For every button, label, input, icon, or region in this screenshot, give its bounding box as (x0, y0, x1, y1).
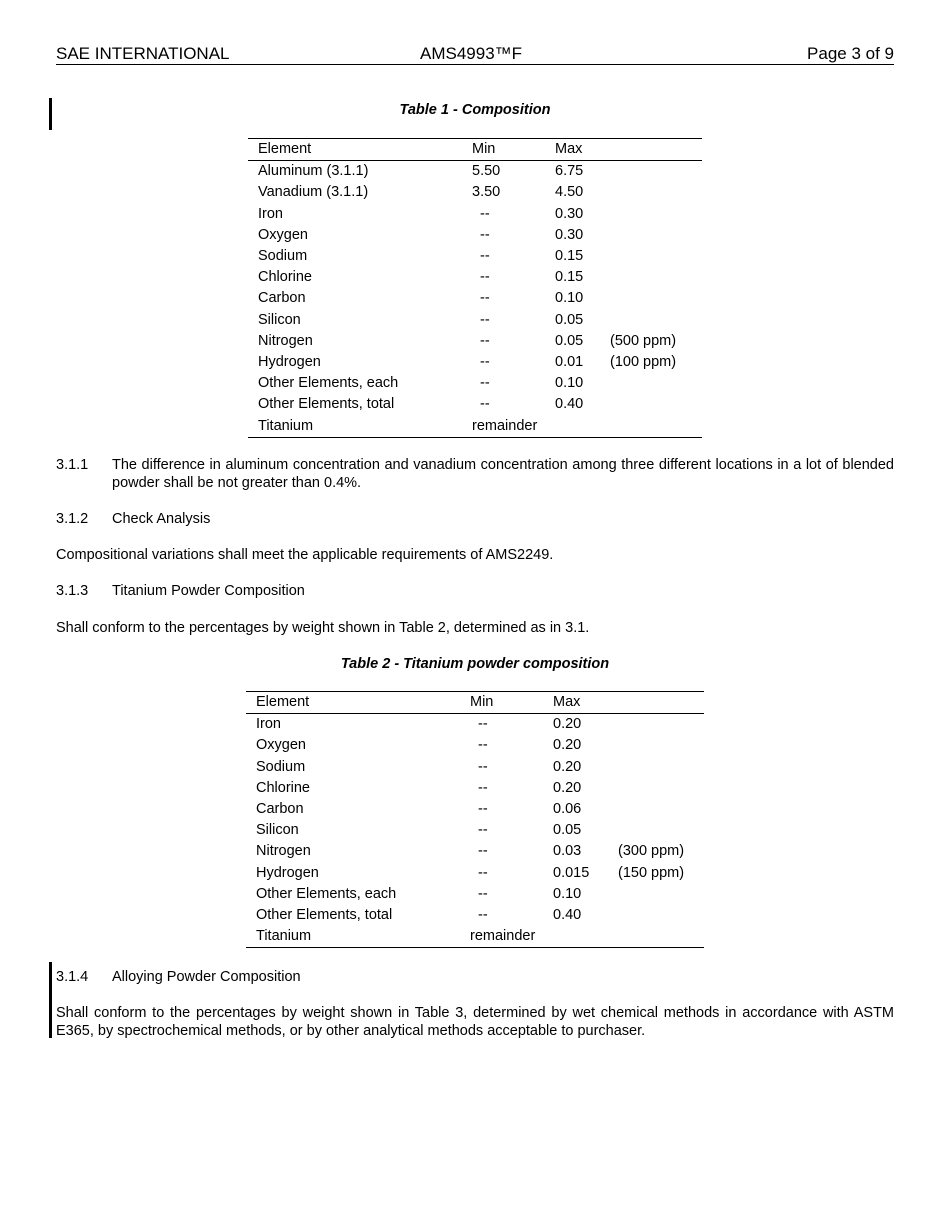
column-header (608, 692, 704, 714)
column-header: Min (462, 139, 545, 161)
table-row (248, 373, 702, 394)
table-row (248, 204, 702, 225)
section-3-1-3 (56, 582, 894, 600)
alloying-powder-body: Shall conform to the percentages by weight shown in Table 3, determined by wet chemical methods in accordance with ASTM E365, by spectrochemical methods, or by other analytical methods acceptable to purchaser. (56, 1005, 894, 1039)
table-row (248, 182, 702, 203)
element-cell: Sodium (258, 248, 308, 265)
max-cell: 0.20 (553, 716, 582, 733)
table-row (246, 735, 704, 756)
max-cell: 0.03 (553, 843, 582, 860)
min-cell: -- (478, 885, 488, 902)
note-cell (600, 246, 702, 267)
element-cell: Silicon (256, 822, 299, 839)
check-analysis-body: Compositional variations shall meet the applicable requirements of AMS2249. (56, 547, 554, 563)
min-cell: -- (480, 332, 490, 349)
max-cell: 0.40 (553, 907, 582, 924)
min-cell: -- (478, 907, 488, 924)
min-cell: remainder (462, 416, 545, 438)
element-cell: Iron (256, 716, 281, 733)
element-cell: Chlorine (258, 269, 312, 286)
table-header-row (246, 692, 704, 714)
max-cell: 0.05 (555, 311, 584, 328)
table-row (248, 394, 702, 415)
element-cell: Hydrogen (258, 354, 321, 371)
composition-table (248, 138, 702, 438)
min-cell: -- (478, 737, 488, 754)
note-cell (600, 267, 702, 288)
titanium-powder-body: Shall conform to the percentages by weight shown in Table 2, determined as in 3.1. (56, 620, 590, 636)
column-header (600, 139, 702, 161)
max-cell: 0.10 (553, 885, 582, 902)
min-cell: -- (480, 205, 490, 222)
max-cell: 0.15 (555, 248, 584, 265)
max-cell: 0.40 (555, 396, 584, 413)
min-cell: 3.50 (472, 184, 501, 201)
table-row (246, 778, 704, 799)
table-row (246, 714, 704, 736)
section-number: 3.1.3 (56, 583, 89, 599)
section-number: 3.1.1 (56, 457, 89, 473)
element-cell: Iron (258, 205, 283, 222)
max-cell: 0.05 (553, 822, 582, 839)
table-row (246, 820, 704, 841)
note-cell (600, 288, 702, 309)
max-cell: 0.01 (555, 354, 584, 371)
min-cell: -- (478, 758, 488, 775)
note-cell (600, 310, 702, 331)
page-header (56, 44, 894, 65)
element-cell: Carbon (256, 801, 304, 818)
note-cell (608, 799, 704, 820)
note-cell (608, 820, 704, 841)
min-cell: remainder (460, 926, 543, 948)
element-cell: Silicon (258, 311, 301, 328)
element-cell: Oxygen (256, 737, 306, 754)
revision-change-bar (49, 962, 52, 1038)
max-cell: 0.05 (555, 332, 584, 349)
note-cell (608, 905, 704, 926)
element-cell: Nitrogen (256, 843, 311, 860)
section-number: 3.1.4 (56, 969, 89, 985)
page-number: Page 3 of 9 (807, 44, 894, 63)
min-cell: -- (480, 248, 490, 265)
note-cell (600, 416, 702, 438)
min-cell: -- (480, 226, 490, 243)
table-row (248, 416, 702, 438)
note-cell (600, 394, 702, 415)
section-3-1-2 (56, 510, 894, 528)
table-row (248, 331, 702, 352)
table-row (248, 246, 702, 267)
table-row (246, 757, 704, 778)
section-3-1-1 (56, 456, 894, 492)
table-row (248, 161, 702, 183)
table-row (248, 225, 702, 246)
max-cell: 0.20 (553, 737, 582, 754)
column-header: Element (248, 139, 462, 161)
min-cell: -- (478, 716, 488, 733)
table-row (246, 863, 704, 884)
min-cell: -- (480, 269, 490, 286)
note-cell (600, 204, 702, 225)
note-cell (608, 757, 704, 778)
element-cell: Carbon (258, 290, 306, 307)
min-cell: -- (480, 290, 490, 307)
column-header: Max (545, 139, 600, 161)
titanium-powder-table (246, 691, 704, 948)
min-cell: -- (480, 354, 490, 371)
column-header: Min (460, 692, 543, 714)
section-title: Check Analysis (112, 511, 211, 527)
max-cell: 6.75 (555, 163, 584, 180)
note-cell (600, 161, 702, 183)
element-cell: Other Elements, total (258, 396, 395, 413)
table2-caption: Table 2 - Titanium powder composition (340, 656, 610, 672)
element-cell: Nitrogen (258, 332, 313, 349)
note-cell: (100 ppm) (610, 354, 677, 371)
element-cell: Hydrogen (256, 864, 319, 881)
note-cell (600, 182, 702, 203)
section-number: 3.1.2 (56, 511, 89, 527)
max-cell: 0.15 (555, 269, 584, 286)
max-cell (545, 416, 600, 438)
max-cell: 0.20 (553, 779, 582, 796)
min-cell: -- (478, 864, 488, 881)
column-header: Element (246, 692, 460, 714)
table-row (246, 884, 704, 905)
table-row (248, 288, 702, 309)
min-cell: -- (478, 843, 488, 860)
note-cell (608, 714, 704, 736)
element-cell: Other Elements, each (258, 375, 399, 392)
document-number: AMS4993™F (420, 44, 523, 63)
element-cell: Titanium (246, 926, 460, 948)
table-row (246, 926, 704, 948)
section-title: Alloying Powder Composition (112, 969, 301, 985)
section-3-1-4 (56, 968, 894, 986)
max-cell: 0.06 (553, 801, 582, 818)
element-cell: Other Elements, each (256, 885, 397, 902)
note-cell: (300 ppm) (618, 843, 685, 860)
table-row (246, 841, 704, 862)
column-header: Max (543, 692, 608, 714)
min-cell: -- (480, 311, 490, 328)
element-cell: Titanium (248, 416, 462, 438)
table-row (248, 310, 702, 331)
note-cell (608, 778, 704, 799)
min-cell: -- (478, 822, 488, 839)
publisher-name: SAE INTERNATIONAL (56, 44, 230, 63)
table1-caption: Table 1 - Composition (399, 102, 551, 118)
table-header-row (248, 139, 702, 161)
min-cell: -- (478, 801, 488, 818)
element-cell: Sodium (256, 758, 306, 775)
element-cell: Vanadium (3.1.1) (258, 184, 369, 201)
min-cell: -- (480, 396, 490, 413)
note-cell: (500 ppm) (610, 332, 677, 349)
max-cell: 4.50 (555, 184, 584, 201)
table-row (246, 799, 704, 820)
note-cell (600, 225, 702, 246)
note-cell (608, 926, 704, 948)
element-cell: Chlorine (256, 779, 310, 796)
min-cell: 5.50 (472, 163, 501, 180)
max-cell: 0.10 (555, 375, 584, 392)
table-row (248, 267, 702, 288)
min-cell: -- (480, 375, 490, 392)
element-cell: Other Elements, total (256, 907, 393, 924)
section-text: The difference in aluminum concentration and vanadium concentration among three different locations in a lot of blended powder shall be not greater than 0.4%. (112, 457, 894, 491)
max-cell: 0.10 (555, 290, 584, 307)
note-cell: (150 ppm) (618, 864, 685, 881)
element-cell: Oxygen (258, 226, 308, 243)
table-row (246, 905, 704, 926)
min-cell: -- (478, 779, 488, 796)
max-cell (543, 926, 608, 948)
note-cell (600, 373, 702, 394)
table-row (248, 352, 702, 373)
element-cell: Aluminum (3.1.1) (258, 163, 369, 180)
max-cell: 0.015 (553, 864, 590, 881)
max-cell: 0.30 (555, 205, 584, 222)
section-title: Titanium Powder Composition (112, 583, 305, 599)
max-cell: 0.30 (555, 226, 584, 243)
note-cell (608, 884, 704, 905)
note-cell (608, 735, 704, 756)
max-cell: 0.20 (553, 758, 582, 775)
